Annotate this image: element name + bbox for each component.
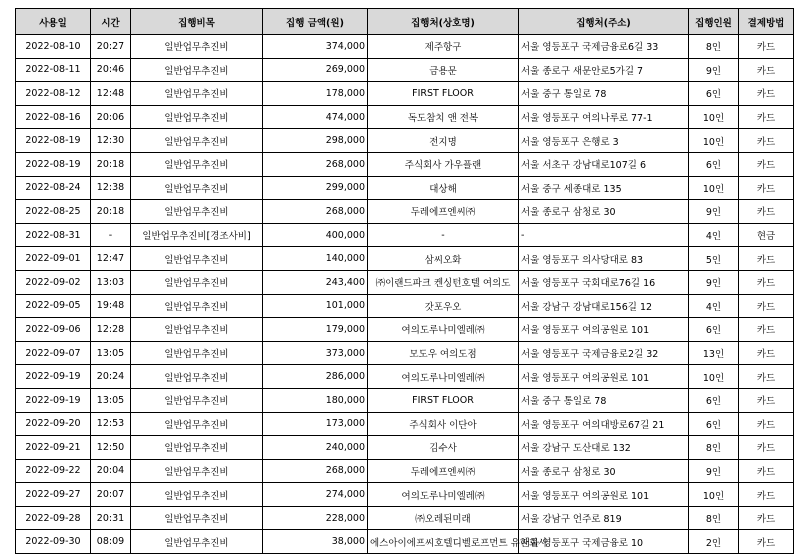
table-row xyxy=(16,176,794,200)
vendor-address-cell: 서울 중구 통일로 78 xyxy=(519,82,689,106)
vendor-address-cell: 서울 영등포구 여의공원로 101 xyxy=(519,483,689,507)
amount-cell: 269,000 xyxy=(263,58,368,82)
vendor-address-cell: 서울 강남구 언주로 819 xyxy=(519,506,689,530)
payment-method-cell: 카드 xyxy=(739,176,794,200)
category-cell: 일반업무추진비 xyxy=(131,341,263,365)
amount-cell: 179,000 xyxy=(263,318,368,342)
payment-method-cell: 카드 xyxy=(739,318,794,342)
payment-method-cell: 카드 xyxy=(739,82,794,106)
amount-cell: 474,000 xyxy=(263,105,368,129)
vendor-name-cell: 주식회사 이단아 xyxy=(368,412,519,436)
vendor-name-cell: 금용문 xyxy=(368,58,519,82)
table-row xyxy=(16,129,794,153)
time-cell: 20:46 xyxy=(91,58,131,82)
vendor-address-header: 집행처(주소) xyxy=(519,9,689,35)
payment-method-cell: 카드 xyxy=(739,270,794,294)
time-cell: 12:47 xyxy=(91,247,131,271)
vendor-name-cell: FIRST FLOOR xyxy=(368,82,519,106)
payment-method-cell: 카드 xyxy=(739,152,794,176)
table-row xyxy=(16,223,794,247)
expense-table xyxy=(15,8,794,554)
date-cell: 2022-09-05 xyxy=(16,294,91,318)
vendor-address-cell: 서울 강남구 강남대로156길 12 xyxy=(519,294,689,318)
headcount-cell: 2인 xyxy=(689,530,739,554)
payment-method-cell: 카드 xyxy=(739,200,794,224)
date-header: 사용일 xyxy=(16,9,91,35)
category-cell: 일반업무추진비 xyxy=(131,35,263,59)
time-cell: 12:28 xyxy=(91,318,131,342)
time-cell: 19:48 xyxy=(91,294,131,318)
headcount-cell: 5인 xyxy=(689,247,739,271)
amount-cell: 173,000 xyxy=(263,412,368,436)
vendor-address-cell: 서울 영등포구 은행로 3 xyxy=(519,129,689,153)
table-row xyxy=(16,270,794,294)
date-cell: 2022-09-20 xyxy=(16,412,91,436)
amount-cell: 240,000 xyxy=(263,436,368,460)
time-cell: 12:30 xyxy=(91,129,131,153)
headcount-cell: 10인 xyxy=(689,483,739,507)
payment-method-cell: 카드 xyxy=(739,412,794,436)
amount-cell: 268,000 xyxy=(263,459,368,483)
headcount-cell: 10인 xyxy=(689,365,739,389)
headcount-cell: 4인 xyxy=(689,223,739,247)
payment-method-cell: 카드 xyxy=(739,459,794,483)
time-cell: 20:18 xyxy=(91,200,131,224)
category-cell: 일반업무추진비[경조사비] xyxy=(131,223,263,247)
category-cell: 일반업무추진비 xyxy=(131,105,263,129)
time-cell: 13:05 xyxy=(91,341,131,365)
table-row xyxy=(16,58,794,82)
vendor-address-cell: 서울 영등포구 여의공원로 101 xyxy=(519,365,689,389)
vendor-address-cell: 서울 영등포구 여의대방로67길 21 xyxy=(519,412,689,436)
amount-cell: 268,000 xyxy=(263,152,368,176)
table-row xyxy=(16,341,794,365)
headcount-cell: 6인 xyxy=(689,152,739,176)
amount-header: 집행 금액(원) xyxy=(263,9,368,35)
vendor-name-cell: 두레에프엔씨㈜ xyxy=(368,200,519,224)
category-cell: 일반업무추진비 xyxy=(131,270,263,294)
vendor-name-cell: 대상해 xyxy=(368,176,519,200)
category-cell: 일반업무추진비 xyxy=(131,176,263,200)
time-cell: - xyxy=(91,223,131,247)
date-cell: 2022-09-19 xyxy=(16,388,91,412)
time-cell: 12:50 xyxy=(91,436,131,460)
time-cell: 20:18 xyxy=(91,152,131,176)
table-row xyxy=(16,412,794,436)
table-row xyxy=(16,105,794,129)
table-row xyxy=(16,318,794,342)
vendor-address-cell: 서울 서초구 강남대로107길 6 xyxy=(519,152,689,176)
date-cell: 2022-09-22 xyxy=(16,459,91,483)
date-cell: 2022-09-07 xyxy=(16,341,91,365)
date-cell: 2022-09-19 xyxy=(16,365,91,389)
time-cell: 12:48 xyxy=(91,82,131,106)
vendor-name-cell: 모도우 여의도점 xyxy=(368,341,519,365)
category-cell: 일반업무추진비 xyxy=(131,365,263,389)
time-cell: 20:06 xyxy=(91,105,131,129)
amount-cell: 178,000 xyxy=(263,82,368,106)
time-cell: 12:38 xyxy=(91,176,131,200)
time-cell: 08:09 xyxy=(91,530,131,554)
vendor-name-cell: 여의도루나미엘레㈜ xyxy=(368,365,519,389)
date-cell: 2022-09-30 xyxy=(16,530,91,554)
vendor-name-cell: FIRST FLOOR xyxy=(368,388,519,412)
headcount-cell: 9인 xyxy=(689,270,739,294)
date-cell: 2022-08-19 xyxy=(16,152,91,176)
payment-method-cell: 카드 xyxy=(739,483,794,507)
vendor-address-cell: 서울 영등포구 국제금융로2길 32 xyxy=(519,341,689,365)
vendor-name-cell: 여의도루나미엘레㈜ xyxy=(368,318,519,342)
table-row xyxy=(16,294,794,318)
amount-cell: 373,000 xyxy=(263,341,368,365)
vendor-name-cell: 에스아이에프씨호텔디벨로프먼트 유한회사 xyxy=(368,530,519,554)
date-cell: 2022-09-06 xyxy=(16,318,91,342)
payment-method-cell: 카드 xyxy=(739,35,794,59)
payment-method-cell: 카드 xyxy=(739,530,794,554)
vendor-address-cell: 서울 영등포구 국회대로76길 16 xyxy=(519,270,689,294)
table-row xyxy=(16,82,794,106)
table-row xyxy=(16,200,794,224)
payment-method-cell: 카드 xyxy=(739,129,794,153)
table-row xyxy=(16,459,794,483)
vendor-address-cell: 서울 종로구 새문안로5가길 7 xyxy=(519,58,689,82)
vendor-address-cell: 서울 영등포구 여의공원로 101 xyxy=(519,318,689,342)
amount-cell: 400,000 xyxy=(263,223,368,247)
headcount-cell: 6인 xyxy=(689,318,739,342)
date-cell: 2022-09-21 xyxy=(16,436,91,460)
vendor-address-cell: - xyxy=(519,223,689,247)
category-cell: 일반업무추진비 xyxy=(131,58,263,82)
vendor-name-cell: 여의도루나미엘레㈜ xyxy=(368,483,519,507)
headcount-cell: 6인 xyxy=(689,388,739,412)
headcount-cell: 10인 xyxy=(689,129,739,153)
category-cell: 일반업무추진비 xyxy=(131,530,263,554)
time-cell: 20:27 xyxy=(91,35,131,59)
payment-method-cell: 카드 xyxy=(739,436,794,460)
headcount-cell: 9인 xyxy=(689,58,739,82)
amount-cell: 140,000 xyxy=(263,247,368,271)
headcount-cell: 10인 xyxy=(689,105,739,129)
category-cell: 일반업무추진비 xyxy=(131,436,263,460)
category-cell: 일반업무추진비 xyxy=(131,318,263,342)
category-cell: 일반업무추진비 xyxy=(131,200,263,224)
headcount-cell: 4인 xyxy=(689,294,739,318)
vendor-name-cell: ㈜이랜드파크 켄싱턴호텔 여의도 xyxy=(368,270,519,294)
vendor-name-header: 집행처(상호명) xyxy=(368,9,519,35)
amount-cell: 38,000 xyxy=(263,530,368,554)
headcount-header: 집행인원 xyxy=(689,9,739,35)
category-header: 집행비목 xyxy=(131,9,263,35)
time-header: 시간 xyxy=(91,9,131,35)
vendor-address-cell: 서울 중구 통일로 78 xyxy=(519,388,689,412)
amount-cell: 101,000 xyxy=(263,294,368,318)
payment-method-cell: 현금 xyxy=(739,223,794,247)
category-cell: 일반업무추진비 xyxy=(131,412,263,436)
table-row xyxy=(16,247,794,271)
table-row xyxy=(16,152,794,176)
payment-method-cell: 카드 xyxy=(739,341,794,365)
amount-cell: 268,000 xyxy=(263,200,368,224)
time-cell: 13:03 xyxy=(91,270,131,294)
date-cell: 2022-08-31 xyxy=(16,223,91,247)
vendor-name-cell: ㈜오레된미래 xyxy=(368,506,519,530)
vendor-name-cell: 독도참치 앤 전복 xyxy=(368,105,519,129)
table-row xyxy=(16,506,794,530)
date-cell: 2022-08-11 xyxy=(16,58,91,82)
table-row xyxy=(16,483,794,507)
time-cell: 20:31 xyxy=(91,506,131,530)
headcount-cell: 6인 xyxy=(689,82,739,106)
vendor-address-cell: 서울 영등포구 의사당대로 83 xyxy=(519,247,689,271)
amount-cell: 228,000 xyxy=(263,506,368,530)
amount-cell: 243,400 xyxy=(263,270,368,294)
category-cell: 일반업무추진비 xyxy=(131,459,263,483)
headcount-cell: 10인 xyxy=(689,176,739,200)
vendor-address-cell: 서울 종로구 삼청로 30 xyxy=(519,200,689,224)
payment-method-header: 결제방법 xyxy=(739,9,794,35)
headcount-cell: 6인 xyxy=(689,412,739,436)
date-cell: 2022-08-12 xyxy=(16,82,91,106)
payment-method-cell: 카드 xyxy=(739,247,794,271)
category-cell: 일반업무추진비 xyxy=(131,247,263,271)
headcount-cell: 13인 xyxy=(689,341,739,365)
vendor-name-cell: 삼씨오화 xyxy=(368,247,519,271)
date-cell: 2022-08-10 xyxy=(16,35,91,59)
vendor-name-cell: 전지명 xyxy=(368,129,519,153)
date-cell: 2022-08-19 xyxy=(16,129,91,153)
category-cell: 일반업무추진비 xyxy=(131,152,263,176)
vendor-address-cell: 서울 영등포구 국제금융로6길 33 xyxy=(519,35,689,59)
time-cell: 12:53 xyxy=(91,412,131,436)
time-cell: 13:05 xyxy=(91,388,131,412)
date-cell: 2022-09-01 xyxy=(16,247,91,271)
payment-method-cell: 카드 xyxy=(739,365,794,389)
amount-cell: 274,000 xyxy=(263,483,368,507)
category-cell: 일반업무추진비 xyxy=(131,506,263,530)
category-cell: 일반업무추진비 xyxy=(131,82,263,106)
table-body xyxy=(16,35,794,554)
header-row xyxy=(16,9,794,35)
time-cell: 20:07 xyxy=(91,483,131,507)
category-cell: 일반업무추진비 xyxy=(131,294,263,318)
amount-cell: 298,000 xyxy=(263,129,368,153)
table-row xyxy=(16,35,794,59)
time-cell: 20:24 xyxy=(91,365,131,389)
date-cell: 2022-09-02 xyxy=(16,270,91,294)
vendor-name-cell: 제주항구 xyxy=(368,35,519,59)
payment-method-cell: 카드 xyxy=(739,58,794,82)
vendor-address-cell: 서울 영등포구 국제금융로 10 xyxy=(519,530,689,554)
payment-method-cell: 카드 xyxy=(739,388,794,412)
amount-cell: 374,000 xyxy=(263,35,368,59)
amount-cell: 299,000 xyxy=(263,176,368,200)
vendor-name-cell: 김수사 xyxy=(368,436,519,460)
date-cell: 2022-09-28 xyxy=(16,506,91,530)
table-row xyxy=(16,530,794,554)
category-cell: 일반업무추진비 xyxy=(131,483,263,507)
table-row xyxy=(16,365,794,389)
amount-cell: 286,000 xyxy=(263,365,368,389)
vendor-address-cell: 서울 영등포구 여의나루로 77-1 xyxy=(519,105,689,129)
category-cell: 일반업무추진비 xyxy=(131,129,263,153)
date-cell: 2022-08-25 xyxy=(16,200,91,224)
category-cell: 일반업무추진비 xyxy=(131,388,263,412)
vendor-name-cell: 주식회사 가우플랜 xyxy=(368,152,519,176)
vendor-address-cell: 서울 강남구 도산대로 132 xyxy=(519,436,689,460)
table-row xyxy=(16,436,794,460)
payment-method-cell: 카드 xyxy=(739,506,794,530)
vendor-name-cell: - xyxy=(368,223,519,247)
date-cell: 2022-08-16 xyxy=(16,105,91,129)
vendor-address-cell: 서울 중구 세종대로 135 xyxy=(519,176,689,200)
headcount-cell: 9인 xyxy=(689,459,739,483)
time-cell: 20:04 xyxy=(91,459,131,483)
amount-cell: 180,000 xyxy=(263,388,368,412)
payment-method-cell: 카드 xyxy=(739,294,794,318)
date-cell: 2022-09-27 xyxy=(16,483,91,507)
headcount-cell: 8인 xyxy=(689,436,739,460)
table-row xyxy=(16,388,794,412)
headcount-cell: 9인 xyxy=(689,200,739,224)
date-cell: 2022-08-24 xyxy=(16,176,91,200)
headcount-cell: 8인 xyxy=(689,506,739,530)
vendor-name-cell: 두레에프엔씨㈜ xyxy=(368,459,519,483)
vendor-address-cell: 서울 종로구 삼청로 30 xyxy=(519,459,689,483)
headcount-cell: 8인 xyxy=(689,35,739,59)
payment-method-cell: 카드 xyxy=(739,105,794,129)
vendor-name-cell: 갓포우오 xyxy=(368,294,519,318)
